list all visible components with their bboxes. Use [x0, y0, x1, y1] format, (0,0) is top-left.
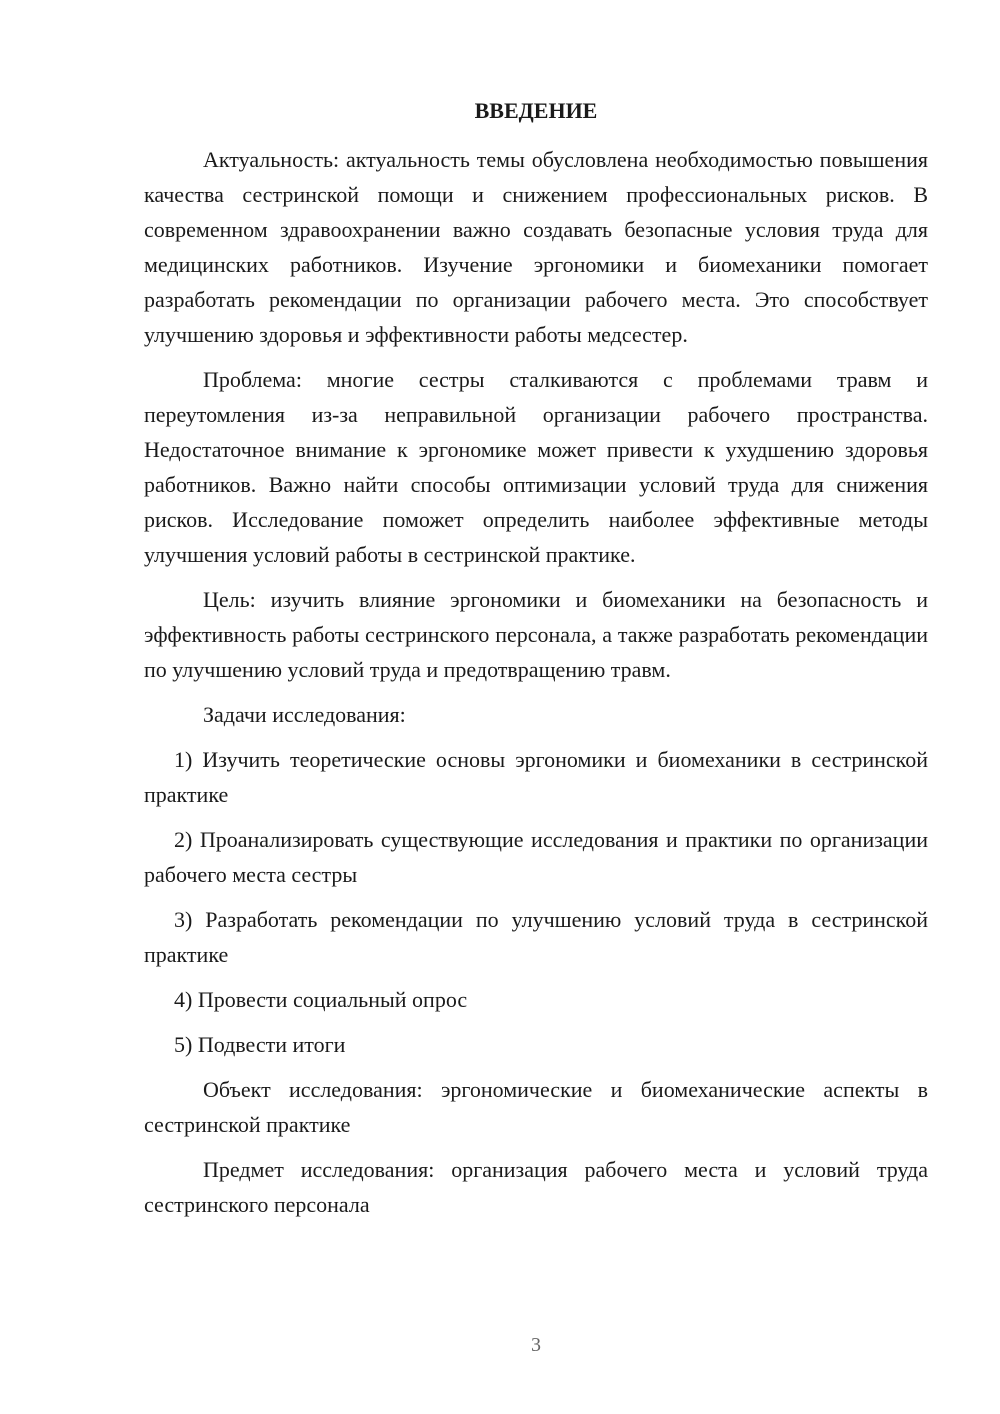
- task-item-4: 4) Провести социальный опрос: [174, 987, 468, 1012]
- task-item-3: 3) Разработать рекомендации по улучшению условий труда в сестринской практике: [144, 907, 928, 967]
- paragraph-goal: Цель: изучить влияние эргономики и биомеханики на безопасность и эффективность работы сестринского персонала, а также разработать рекомендации по улучшению условий труда и предотвращению травм.: [144, 587, 928, 682]
- section-title: ВВЕДЕНИЕ: [474, 98, 598, 123]
- task-item-2: 2) Проанализировать существующие исследования и практики по организации рабочего места сестры: [144, 827, 928, 887]
- paragraph-relevance: Актуальность: актуальность темы обусловлена необходимостью повышения качества сестринской помощи и снижением профессиональных рисков. В современном здравоохранении важно создавать безопасные условия труда для медицинских работников. Изучение эргономики и биомеханики помогает разработать рекомендации по организации рабочего места. Это способствует улучшению здоровья и эффективности работы медсестер.: [144, 147, 928, 347]
- tasks-heading: Задачи исследования:: [203, 702, 406, 727]
- paragraph-subject: Предмет исследования: организация рабочего места и условий труда сестринского персонала: [144, 1157, 928, 1217]
- paragraph-problem: Проблема: многие сестры сталкиваются с проблемами травм и переутомления из-за неправильной организации рабочего пространства. Недостаточное внимание к эргономике может привести к ухудшению здоровья работников. Важно найти способы оптимизации условий труда для снижения рисков. Исследование поможет определить наиболее эффективные методы улучшения условий работы в сестринской практике.: [144, 367, 928, 567]
- paragraph-object: Объект исследования: эргономические и биомеханические аспекты в сестринской практике: [144, 1077, 928, 1137]
- task-item-1: 1) Изучить теоретические основы эргономики и биомеханики в сестринской практике: [144, 747, 928, 807]
- task-item-5: 5) Подвести итоги: [174, 1032, 346, 1057]
- page-content: [144, 96, 928, 1232]
- page-number: 3: [531, 1334, 541, 1356]
